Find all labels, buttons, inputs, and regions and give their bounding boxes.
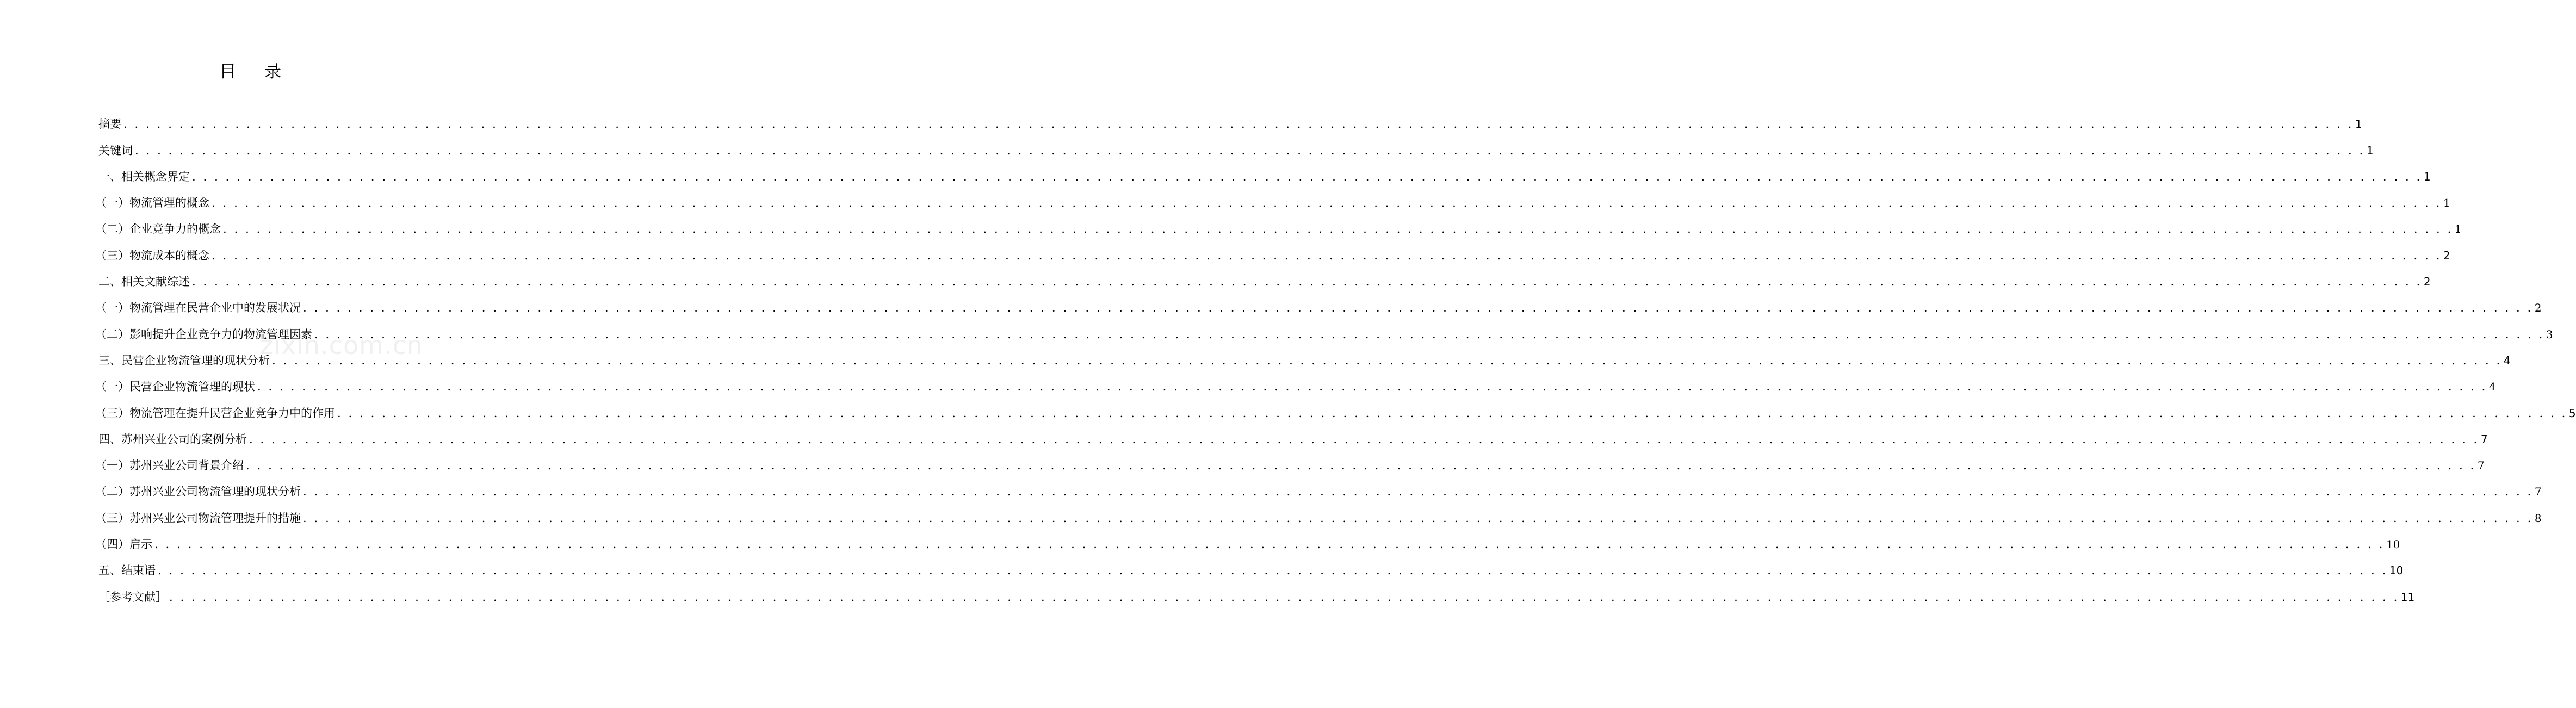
toc-entry[interactable] <box>98 132 2374 158</box>
toc-entry-label: 一、相关概念界定 <box>98 170 190 183</box>
toc-entry-label: （三）物流成本的概念 <box>95 249 209 262</box>
toc-entry-label: （三）物流管理在提升民营企业竞争力中的作用 <box>95 406 335 420</box>
toc-entry-label: 二、相关文献综述 <box>98 275 190 289</box>
toc-entry-page-number: 1 <box>2454 222 2462 236</box>
toc-dot-leader: . . . . . . . . . . . . . . . . . . . . . . . . . . . . . . . . . . . . . . . . . . . . . . . . . . . . . . . . . . . . . . . . . . . . . . . . . . . . . . . . . . . . . . . . . . . . . . . . . . . . . . . . . . . . . . . . . . . . . . . . . . . . . . . . . . . . . . . . . . . . . . . . . . . . . . . . . . . . . . . . . . . . . . . . . . . . . . . . . . . . . . . . . . . . . . . . . . . . . . . . <box>249 432 2479 446</box>
toc-entry-label: 摘要 <box>98 117 121 131</box>
toc-dot-leader: . . . . . . . . . . . . . . . . . . . . . . . . . . . . . . . . . . . . . . . . . . . . . . . . . . . . . . . . . . . . . . . . . . . . . . . . . . . . . . . . . . . . . . . . . . . . . . . . . . . . . . . . . . . . . . . . . . . . . . . . . . . . . . . . . . . . . . . . . . . . . . . . . . . . . . . . . . . . . . . . . . . . . . . . . . . . . . . . . . . . . . . . . . . . . . . . . . . . . . . . <box>192 275 2422 289</box>
toc-entry-label: （三）苏州兴业公司物流管理提升的措施 <box>95 511 301 525</box>
toc-entry[interactable] <box>95 448 2485 474</box>
toc-dot-leader: . . . . . . . . . . . . . . . . . . . . . . . . . . . . . . . . . . . . . . . . . . . . . . . . . . . . . . . . . . . . . . . . . . . . . . . . . . . . . . . . . . . . . . . . . . . . . . . . . . . . . . . . . . . . . . . . . . . . . . . . . . . . . . . . . . . . . . . . . . . . . . . . . . . . . . . . . . . . . . . . . . . . . . . . . . . . . . . . . . . . . . . . . . . . . . . . . . . . . . . . <box>314 327 2544 341</box>
toc-entry-label: （二）企业竞争力的概念 <box>95 222 221 236</box>
toc-entry-page-number: 4 <box>2488 380 2496 394</box>
toc-dot-leader: . . . . . . . . . . . . . . . . . . . . . . . . . . . . . . . . . . . . . . . . . . . . . . . . . . . . . . . . . . . . . . . . . . . . . . . . . . . . . . . . . . . . . . . . . . . . . . . . . . . . . . . . . . . . . . . . . . . . . . . . . . . . . . . . . . . . . . . . . . . . . . . . . . . . . . . . . . . . . . . . . . . . . . . . . . . . . . . . . . . . . . . . . . . . . . . . . . . . . . . . <box>169 590 2399 604</box>
toc-dot-leader: . . . . . . . . . . . . . . . . . . . . . . . . . . . . . . . . . . . . . . . . . . . . . . . . . . . . . . . . . . . . . . . . . . . . . . . . . . . . . . . . . . . . . . . . . . . . . . . . . . . . . . . . . . . . . . . . . . . . . . . . . . . . . . . . . . . . . . . . . . . . . . . . . . . . . . . . . . . . . . . . . . . . . . . . . . . . . . . . . . . . . . . . . . . . . . . . . . . . . . . . <box>154 538 2385 551</box>
toc-entry-page-number: 1 <box>2355 117 2362 131</box>
toc-entry[interactable] <box>95 316 2553 342</box>
toc-entry-page-number: 1 <box>2443 196 2450 210</box>
toc-dot-leader: . . . . . . . . . . . . . . . . . . . . . . . . . . . . . . . . . . . . . . . . . . . . . . . . . . . . . . . . . . . . . . . . . . . . . . . . . . . . . . . . . . . . . . . . . . . . . . . . . . . . . . . . . . . . . . . . . . . . . . . . . . . . . . . . . . . . . . . . . . . . . . . . . . . . . . . . . . . . . . . . . . . . . . . . . . . . . . . . . . . . . . . . . . . . . . . . . . . . . . . . <box>212 196 2442 210</box>
toc-dot-leader: . . . . . . . . . . . . . . . . . . . . . . . . . . . . . . . . . . . . . . . . . . . . . . . . . . . . . . . . . . . . . . . . . . . . . . . . . . . . . . . . . . . . . . . . . . . . . . . . . . . . . . . . . . . . . . . . . . . . . . . . . . . . . . . . . . . . . . . . . . . . . . . . . . . . . . . . . . . . . . . . . . . . . . . . . . . . . . . . . . . . . . . . . . . . . . . . . . . . . . . . <box>303 301 2533 315</box>
toc-entry-page-number: 7 <box>2480 432 2488 446</box>
toc-entry-page-number: 11 <box>2400 590 2415 604</box>
toc-entry-page-number: 2 <box>2534 301 2542 315</box>
toc-entry-label: （一）物流管理在民营企业中的发展状况 <box>95 301 301 315</box>
toc-entry-page-number: 10 <box>2386 538 2400 551</box>
toc-entry-label: （二）苏州兴业公司物流管理的现状分析 <box>95 485 301 499</box>
watermark: zixin.com.cn <box>260 331 424 360</box>
toc-entry-label: （四）启示 <box>95 538 152 551</box>
toc-entry[interactable] <box>98 264 2431 290</box>
toc-entry[interactable] <box>95 500 2542 526</box>
toc-entry-page-number: 7 <box>2534 485 2542 499</box>
toc-entry[interactable] <box>95 237 2450 263</box>
toc-entry-label: 四、苏州兴业公司的案例分析 <box>98 432 247 446</box>
toc-entry-label: 五、结束语 <box>98 564 156 577</box>
toc-entry-page-number: 5 <box>2568 406 2576 420</box>
toc-dot-leader: . . . . . . . . . . . . . . . . . . . . . . . . . . . . . . . . . . . . . . . . . . . . . . . . . . . . . . . . . . . . . . . . . . . . . . . . . . . . . . . . . . . . . . . . . . . . . . . . . . . . . . . . . . . . . . . . . . . . . . . . . . . . . . . . . . . . . . . . . . . . . . . . . . . . . . . . . . . . . . . . . . . . . . . . . . . . . . . . . . . . . . . . . . . . . . . . . . . . . . . . <box>192 170 2422 183</box>
toc-entry[interactable] <box>95 369 2496 395</box>
toc-entry[interactable] <box>98 421 2488 448</box>
toc-entry[interactable] <box>95 526 2400 552</box>
toc-entry[interactable] <box>98 159 2431 185</box>
toc-entry-page-number: 7 <box>2477 459 2485 473</box>
toc-entry[interactable] <box>95 290 2542 316</box>
page-title: 目录 <box>219 62 309 82</box>
toc-dot-leader: . . . . . . . . . . . . . . . . . . . . . . . . . . . . . . . . . . . . . . . . . . . . . . . . . . . . . . . . . . . . . . . . . . . . . . . . . . . . . . . . . . . . . . . . . . . . . . . . . . . . . . . . . . . . . . . . . . . . . . . . . . . . . . . . . . . . . . . . . . . . . . . . . . . . . . . . . . . . . . . . . . . . . . . . . . . . . . . . . . . . . . . . . . . . . . . . . . . . . . . . <box>135 144 2365 157</box>
toc-dot-leader: . . . . . . . . . . . . . . . . . . . . . . . . . . . . . . . . . . . . . . . . . . . . . . . . . . . . . . . . . . . . . . . . . . . . . . . . . . . . . . . . . . . . . . . . . . . . . . . . . . . . . . . . . . . . . . . . . . . . . . . . . . . . . . . . . . . . . . . . . . . . . . . . . . . . . . . . . . . . . . . . . . . . . . . . . . . . . . . . . . . . . . . . . . . . . . . . . . . . . . . . <box>158 564 2388 577</box>
toc-entry-label: 三、民营企业物流管理的现状分析 <box>98 353 270 367</box>
toc-entry-page-number: 2 <box>2423 275 2431 289</box>
toc-entry-page-number: 1 <box>2423 170 2431 183</box>
toc-dot-leader: . . . . . . . . . . . . . . . . . . . . . . . . . . . . . . . . . . . . . . . . . . . . . . . . . . . . . . . . . . . . . . . . . . . . . . . . . . . . . . . . . . . . . . . . . . . . . . . . . . . . . . . . . . . . . . . . . . . . . . . . . . . . . . . . . . . . . . . . . . . . . . . . . . . . . . . . . . . . . . . . . . . . . . . . . . . . . . . . . . . . . . . . . . . . . . . . . . . . . . . . <box>337 406 2567 420</box>
toc-entry[interactable] <box>95 211 2462 237</box>
toc-dot-leader: . . . . . . . . . . . . . . . . . . . . . . . . . . . . . . . . . . . . . . . . . . . . . . . . . . . . . . . . . . . . . . . . . . . . . . . . . . . . . . . . . . . . . . . . . . . . . . . . . . . . . . . . . . . . . . . . . . . . . . . . . . . . . . . . . . . . . . . . . . . . . . . . . . . . . . . . . . . . . . . . . . . . . . . . . . . . . . . . . . . . . . . . . . . . . . . . . . . . . . . . <box>257 380 2487 394</box>
toc-entry-page-number: 1 <box>2366 144 2374 157</box>
toc-entry[interactable] <box>95 185 2450 211</box>
toc-dot-leader: . . . . . . . . . . . . . . . . . . . . . . . . . . . . . . . . . . . . . . . . . . . . . . . . . . . . . . . . . . . . . . . . . . . . . . . . . . . . . . . . . . . . . . . . . . . . . . . . . . . . . . . . . . . . . . . . . . . . . . . . . . . . . . . . . . . . . . . . . . . . . . . . . . . . . . . . . . . . . . . . . . . . . . . . . . . . . . . . . . . . . . . . . . . . . . . . . . . . . . . . <box>272 353 2502 367</box>
table-of-contents <box>95 106 2576 605</box>
toc-entry-page-number: 8 <box>2534 511 2542 525</box>
toc-entry[interactable] <box>98 343 2511 369</box>
toc-entry-label: 关键词 <box>98 144 133 157</box>
toc-entry-page-number: 4 <box>2503 353 2511 367</box>
toc-dot-leader: . . . . . . . . . . . . . . . . . . . . . . . . . . . . . . . . . . . . . . . . . . . . . . . . . . . . . . . . . . . . . . . . . . . . . . . . . . . . . . . . . . . . . . . . . . . . . . . . . . . . . . . . . . . . . . . . . . . . . . . . . . . . . . . . . . . . . . . . . . . . . . . . . . . . . . . . . . . . . . . . . . . . . . . . . . . . . . . . . . . . . . . . . . . . . . . . . . . . . . . . <box>303 485 2533 499</box>
toc-entry-label: ［参考文献］ <box>98 590 167 604</box>
toc-entry-page-number: 2 <box>2443 249 2450 262</box>
toc-entry[interactable] <box>95 474 2542 500</box>
toc-entry-page-number: 3 <box>2546 327 2553 341</box>
toc-dot-leader: . . . . . . . . . . . . . . . . . . . . . . . . . . . . . . . . . . . . . . . . . . . . . . . . . . . . . . . . . . . . . . . . . . . . . . . . . . . . . . . . . . . . . . . . . . . . . . . . . . . . . . . . . . . . . . . . . . . . . . . . . . . . . . . . . . . . . . . . . . . . . . . . . . . . . . . . . . . . . . . . . . . . . . . . . . . . . . . . . . . . . . . . . . . . . . . . . . . . . . . . <box>223 222 2453 236</box>
toc-entry[interactable] <box>98 106 2362 132</box>
toc-entry-page-number: 10 <box>2389 564 2404 577</box>
toc-entry[interactable] <box>98 579 2415 605</box>
toc-dot-leader: . . . . . . . . . . . . . . . . . . . . . . . . . . . . . . . . . . . . . . . . . . . . . . . . . . . . . . . . . . . . . . . . . . . . . . . . . . . . . . . . . . . . . . . . . . . . . . . . . . . . . . . . . . . . . . . . . . . . . . . . . . . . . . . . . . . . . . . . . . . . . . . . . . . . . . . . . . . . . . . . . . . . . . . . . . . . . . . . . . . . . . . . . . . . . . . . . . . . . . . . <box>212 249 2442 262</box>
toc-entry-label: （一）物流管理的概念 <box>95 196 209 210</box>
toc-entry-label: （一）民营企业物流管理的现状 <box>95 380 255 394</box>
toc-dot-leader: . . . . . . . . . . . . . . . . . . . . . . . . . . . . . . . . . . . . . . . . . . . . . . . . . . . . . . . . . . . . . . . . . . . . . . . . . . . . . . . . . . . . . . . . . . . . . . . . . . . . . . . . . . . . . . . . . . . . . . . . . . . . . . . . . . . . . . . . . . . . . . . . . . . . . . . . . . . . . . . . . . . . . . . . . . . . . . . . . . . . . . . . . . . . . . . . . . . . . . . . <box>303 511 2533 525</box>
toc-dot-leader: . . . . . . . . . . . . . . . . . . . . . . . . . . . . . . . . . . . . . . . . . . . . . . . . . . . . . . . . . . . . . . . . . . . . . . . . . . . . . . . . . . . . . . . . . . . . . . . . . . . . . . . . . . . . . . . . . . . . . . . . . . . . . . . . . . . . . . . . . . . . . . . . . . . . . . . . . . . . . . . . . . . . . . . . . . . . . . . . . . . . . . . . . . . . . . . . . . . . . . . . <box>123 117 2354 131</box>
toc-entry-label: （二）影响提升企业竞争力的物流管理因素 <box>95 327 312 341</box>
toc-dot-leader: . . . . . . . . . . . . . . . . . . . . . . . . . . . . . . . . . . . . . . . . . . . . . . . . . . . . . . . . . . . . . . . . . . . . . . . . . . . . . . . . . . . . . . . . . . . . . . . . . . . . . . . . . . . . . . . . . . . . . . . . . . . . . . . . . . . . . . . . . . . . . . . . . . . . . . . . . . . . . . . . . . . . . . . . . . . . . . . . . . . . . . . . . . . . . . . . . . . . . . . . <box>246 459 2476 473</box>
toc-entry[interactable] <box>95 395 2576 421</box>
toc-entry-label: （一）苏州兴业公司背景介绍 <box>95 459 244 473</box>
toc-entry[interactable] <box>98 552 2404 579</box>
